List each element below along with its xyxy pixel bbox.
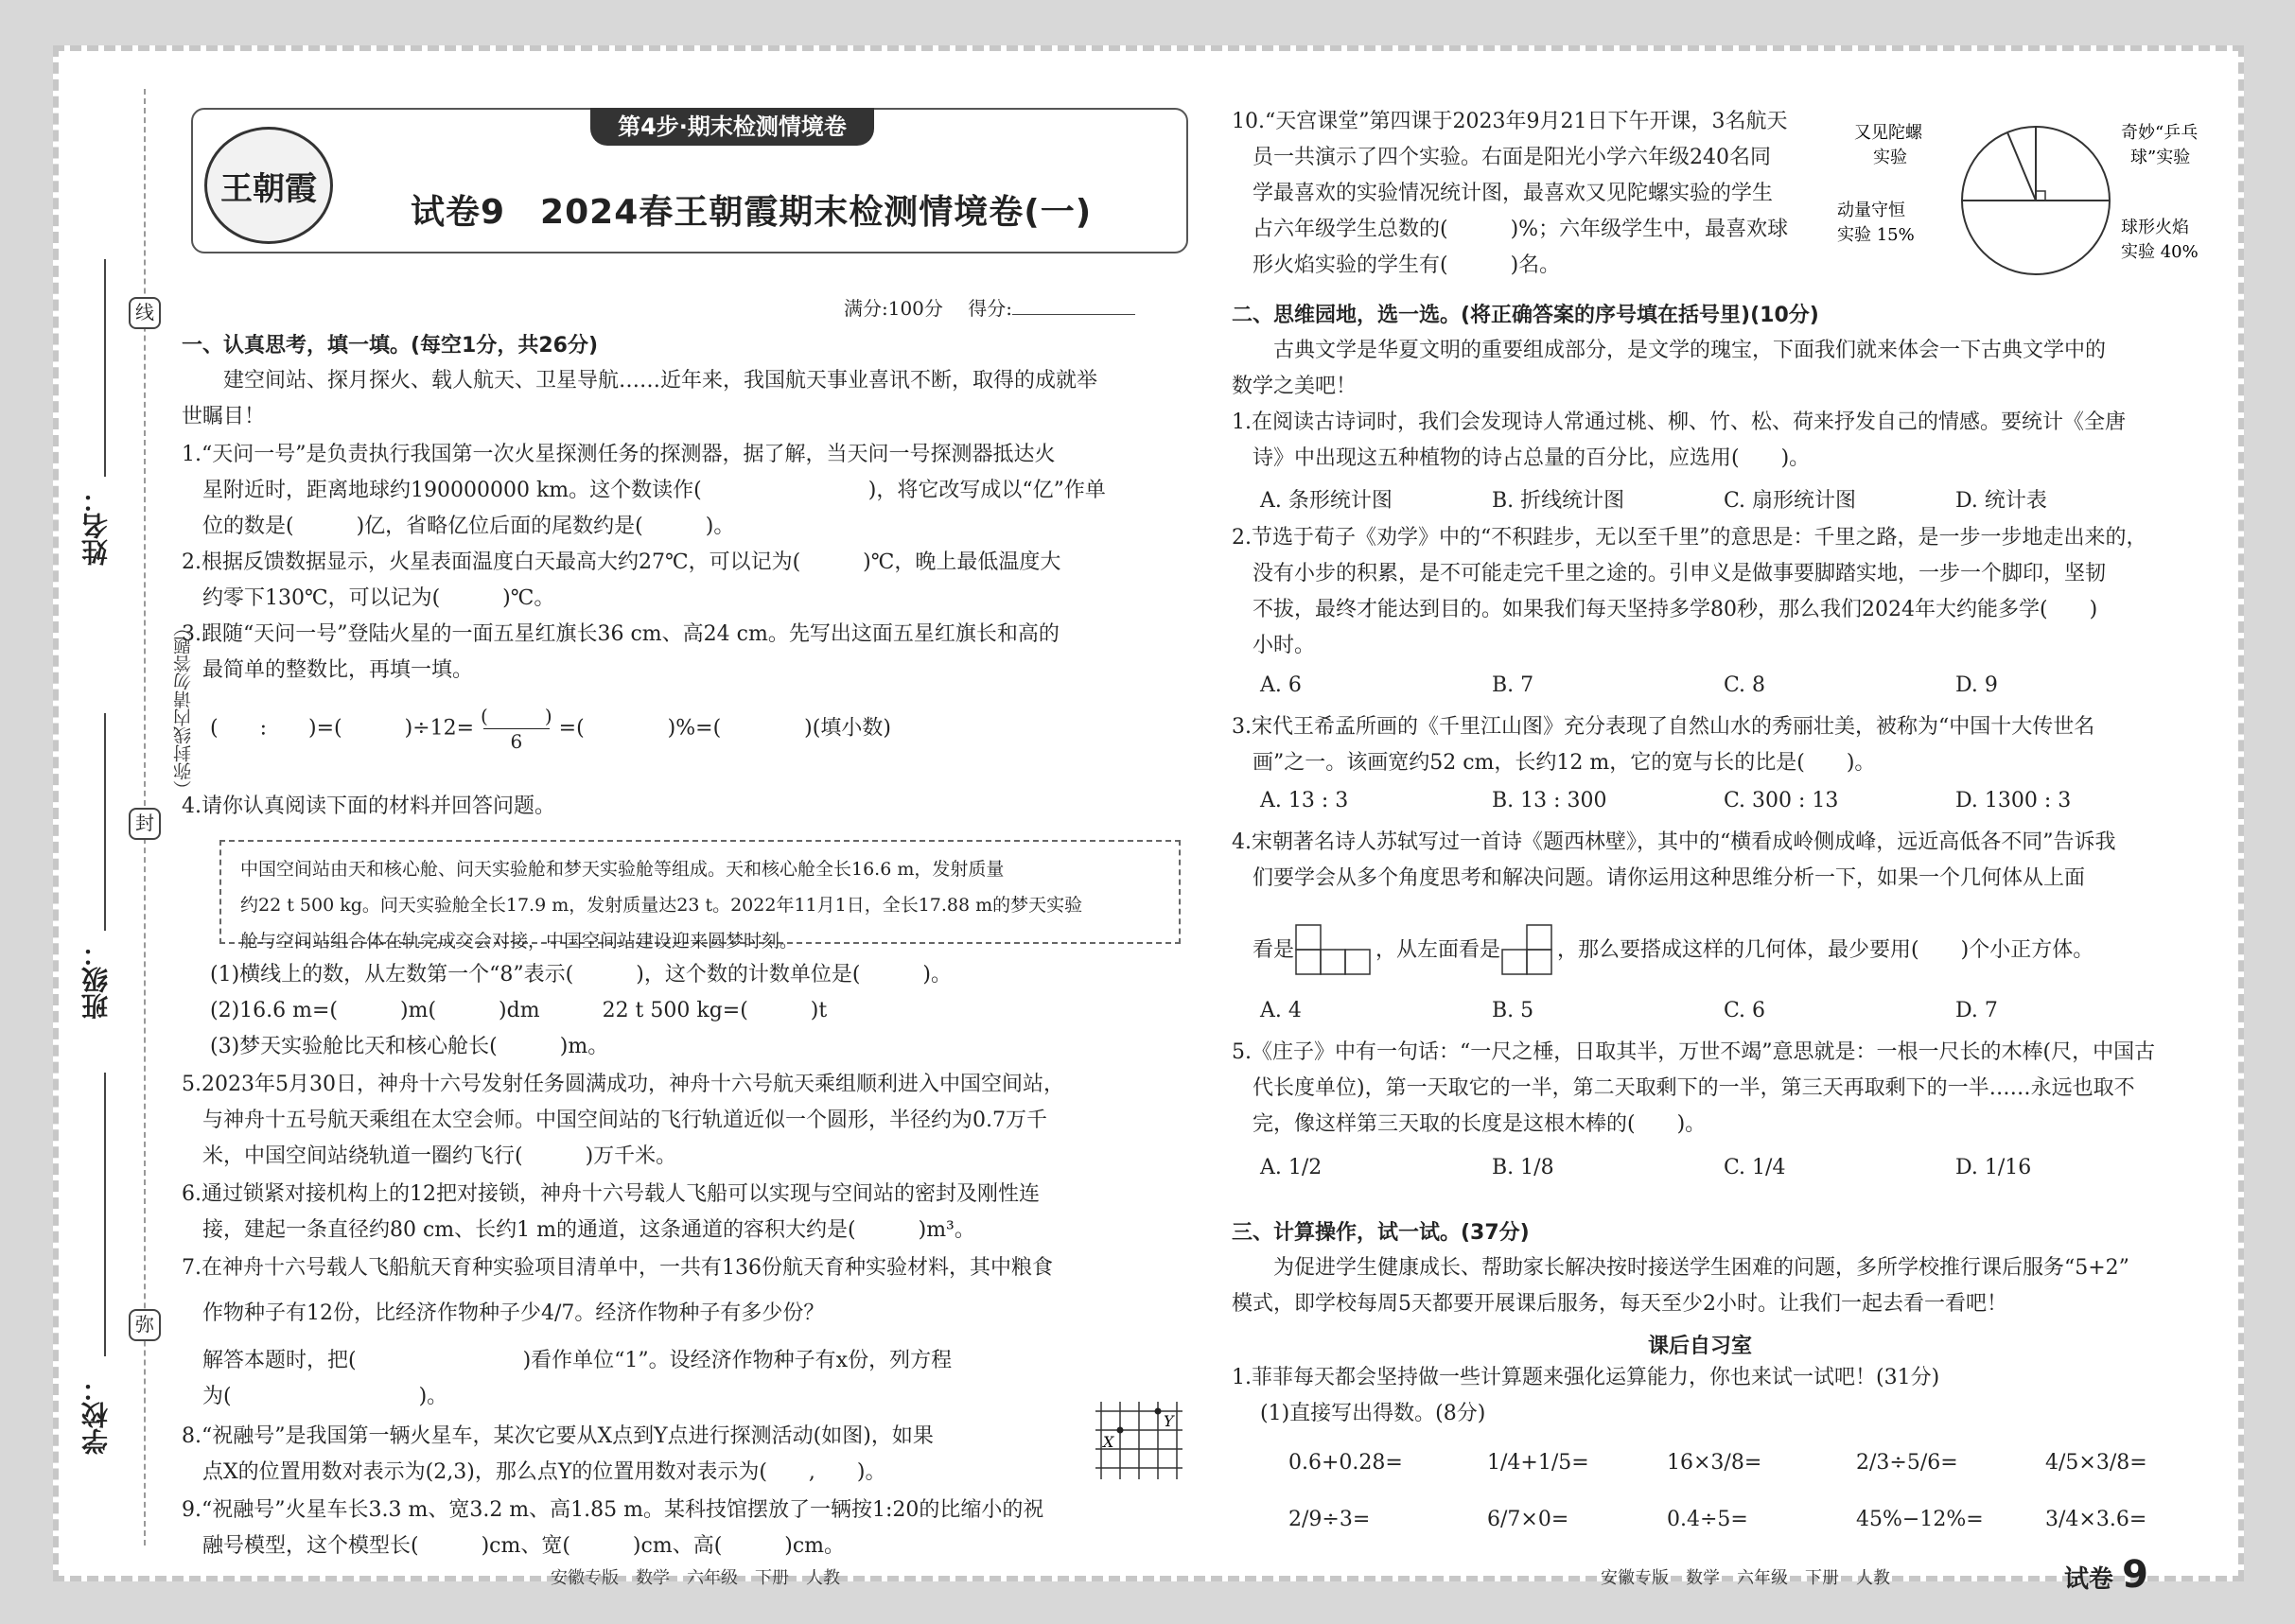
exam-sheet xyxy=(53,45,2244,1597)
q8-text: 点X的位置用数对表示为(2,3)，那么点Y的位置用数对表示为( , )。 xyxy=(182,1460,886,1484)
c3-options xyxy=(1260,789,2071,812)
pie-label-flame-1: 球形火焰 xyxy=(2121,218,2189,237)
q4-sub1: (1)横线上的数，从左数第一个“8”表示( )，这个数的计数单位是( )。 xyxy=(210,963,952,987)
option[interactable]: B. 折线统计图 xyxy=(1492,489,1625,513)
c2-text: 不拔，最终才能达到目的。如果我们每天坚持多学80秒，那么我们2024年大约能多学( ) xyxy=(1232,598,2098,621)
intro-line: 建空间站、探月探火、载人航天、卫星导航……近年来，我国航天事业喜讯不断，取得的成就举 xyxy=(182,369,1098,393)
q7-text: 解答本题时，把( )看作单位“1”。设经济作物种子有x份，列方程 xyxy=(182,1349,953,1372)
full-score: 满分:100分 xyxy=(844,297,943,320)
step-tab: 第4步·期末检测情境卷 xyxy=(590,108,874,146)
footer-right: 安徽专版 数学 六年级 下册 人教 xyxy=(1601,1568,1890,1588)
class-label: 班级： xyxy=(80,940,112,1020)
intro-line: 模式，即学校每周5天都要开展课后服务，每天至少2小时。让我们一起去看一看吧！ xyxy=(1232,1292,2007,1316)
c4-text: 4.宋朝著名诗人苏轼写过一首诗《题西林壁》，其中的“横看成岭侧成峰，远近高低各不同”告诉我 xyxy=(1232,830,2116,854)
pie-label-momentum-2: 实验 15% xyxy=(1837,225,1915,245)
q4-text: 4.请你认真阅读下面的材料并回答问题。 xyxy=(182,795,555,818)
calc-item: 0.6+0.28= xyxy=(1288,1451,1403,1475)
subsection-heading: 课后自习室 xyxy=(1648,1335,1753,1358)
option[interactable]: C. 扇形统计图 xyxy=(1724,489,1857,513)
page-num: 9 xyxy=(2122,1553,2148,1597)
q1-text: 1.“天问一号”是负责执行我国第一次火星探测任务的探测器，据了解，当天问一号探测器抵达火 xyxy=(182,443,1056,466)
q7-text: 作物种子有12份，比经济作物种子少4/7。经济作物种子有多少份？ xyxy=(182,1301,825,1325)
q9-text: 融号模型，这个模型长( )cm、宽( )cm、高( )cm。 xyxy=(182,1534,846,1558)
brand-logo: 王朝霞 xyxy=(204,127,333,244)
q10-text: 学最喜欢的实验情况统计图，最喜欢又见陀螺实验的学生 xyxy=(1232,182,1774,205)
option[interactable]: A. 条形统计图 xyxy=(1260,489,1393,513)
material-line: 中国空间站由天和核心舱、问天实验舱和梦天实验舱等组成。天和核心舱全长16.6 m，发射质量 xyxy=(240,859,1005,880)
point-x xyxy=(1117,1427,1124,1434)
c2-text: 小时。 xyxy=(1232,634,1316,657)
pie-label-gyro-1: 又见陀螺 xyxy=(1854,123,1922,143)
experiment-pie-chart xyxy=(1837,110,2216,299)
binding-margin xyxy=(59,51,194,1576)
option[interactable]: B. 7 xyxy=(1492,673,1534,697)
option[interactable]: D. 7 xyxy=(1955,999,1998,1022)
q8-grid-figure xyxy=(1092,1392,1184,1483)
calc-item: 4/5×3/8= xyxy=(2045,1451,2147,1475)
paper-title: 试卷9 2024春王朝霞期末检测情境卷(一) xyxy=(411,193,1093,232)
q3-frac-den: 6 xyxy=(483,728,550,754)
material-box xyxy=(219,840,1181,952)
section-1-title: 一、认真思考，填一填。(每空1分，共26分) xyxy=(182,334,599,358)
score-field[interactable] xyxy=(1012,314,1135,315)
c2-text: 没有小步的积累，是不可能走完千里之途的。引申义是做事要脚踏实地，一步一个脚印，坚韧 xyxy=(1232,562,2107,585)
option[interactable]: B. 5 xyxy=(1492,999,1534,1022)
school-label: 学校： xyxy=(80,1375,112,1455)
pie-label-pingpong-2: 球”实验 xyxy=(2130,148,2191,167)
pie-label-gyro-2: 实验 xyxy=(1873,148,1907,167)
option[interactable]: B. 13 : 300 xyxy=(1492,789,1607,812)
pie-label-flame-2: 实验 40% xyxy=(2121,242,2199,262)
q3-rest: =( )%=( )(填小数) xyxy=(558,716,891,741)
c2-options xyxy=(1260,673,1998,697)
q7-text: 7.在神舟十六号载人飞船航天育种实验项目清单中，一共有136份航天育种实验材料，其中粮食 xyxy=(182,1256,1053,1280)
pie-label-momentum-1: 动量守恒 xyxy=(1837,201,1905,220)
option[interactable]: A. 1/2 xyxy=(1260,1156,1323,1179)
q2-text: 约零下130℃，可以记为( )℃。 xyxy=(182,586,555,610)
c4-options xyxy=(1260,999,1998,1022)
q2-text: 2.根据反馈数据显示，火星表面温度白天最高大约27℃，可以记为( )℃，晚上最低温度大 xyxy=(182,550,1061,574)
calc-item: 45%−12%= xyxy=(1856,1508,1984,1531)
c5-text: 完，像这样第三天取的长度是这根木棒的( )。 xyxy=(1232,1112,1707,1136)
calc-item: 2/9÷3= xyxy=(1288,1508,1371,1531)
q6-text: 6.通过锁紧对接机构上的12把对接锁，神舟十六号载人飞船可以实现与空间站的密封及刚性连 xyxy=(182,1182,1040,1206)
calc-item: 3/4×3.6= xyxy=(2045,1508,2147,1531)
c2-text: 2.节选于荀子《劝学》中的“不积跬步，无以至千里”的意思是：千里之路，是一步一步地走出来的， xyxy=(1232,526,2147,550)
q5-text: 5.2023年5月30日，神舟十六号发射任务圆满成功，神舟十六号航天乘组顺利进入中国空间站， xyxy=(182,1073,1064,1096)
option[interactable]: A. 4 xyxy=(1260,999,1302,1022)
q8-text: 8.“祝融号”是我国第一辆火星车，某次它要从X点到Y点进行探测活动(如图)，如果 xyxy=(182,1424,934,1448)
option[interactable]: C. 8 xyxy=(1724,673,1766,697)
c1-text: 1.在阅读古诗词时，我们会发现诗人常通过桃、柳、竹、松、荷来抒发自己的情感。要统计《全唐 xyxy=(1232,410,2126,434)
option[interactable]: A. 6 xyxy=(1260,673,1302,697)
q4-sub3: (3)梦天实验舱比天和核心舱长( )m。 xyxy=(210,1035,609,1058)
c1-text: 诗》中出现这五种植物的诗占总量的百分比，应选用( )。 xyxy=(1232,446,1811,470)
c4-text: ，那么要搭成这样的几何体，最少要用( )个小正方体。 xyxy=(1557,938,2094,962)
option[interactable]: A. 13 : 3 xyxy=(1260,789,1349,812)
point-y-label: Y xyxy=(1164,1412,1174,1430)
intro-line: 为促进学生健康成长、帮助家长解决按时接送学生困难的问题，多所学校推行课后服务“5+2” xyxy=(1232,1256,2129,1280)
intro-line: 数学之美吧！ xyxy=(1232,375,1358,398)
score-line xyxy=(844,293,1135,321)
seal-mark-mi: 弥 xyxy=(129,1309,161,1341)
q10-text: 形火焰实验的学生有( )名。 xyxy=(1232,253,1561,277)
option[interactable]: C. 6 xyxy=(1724,999,1766,1022)
q5-text: 与神舟十五号航天乘组在太空会师。中国空间站的飞行轨道近似一个圆形，半径约为0.7万千 xyxy=(182,1109,1047,1132)
c4-text: 看是 xyxy=(1232,938,1295,962)
q10-text: 占六年级学生总数的( )%；六年级学生中，最喜欢球 xyxy=(1232,218,1789,241)
option[interactable]: D. 1300 : 3 xyxy=(1955,789,2072,812)
left-view-figure xyxy=(1500,923,1557,978)
q6-text: 接，建起一条直径约80 cm、长约1 m的通道，这条通道的容积大约是( )m³。 xyxy=(182,1218,975,1242)
material-line: 约22 t 500 kg。问天实验舱全长17.9 m，发射质量达23 t。2022年11月1日，全长17.88 m的梦天实验 xyxy=(240,895,1083,916)
school-field[interactable] xyxy=(104,1073,106,1356)
page-number xyxy=(2064,1553,2148,1597)
c3-text: 画”之一。该画宽约52 cm，长约12 m，它的宽与长的比是( )。 xyxy=(1232,751,1876,775)
calc-item: 1/4+1/5= xyxy=(1487,1451,1589,1475)
section-3-title: 三、计算操作，试一试。(37分) xyxy=(1232,1221,1530,1245)
option[interactable]: D. 统计表 xyxy=(1955,489,2047,513)
option[interactable]: D. 9 xyxy=(1955,673,1998,697)
calc-item: 6/7×0= xyxy=(1487,1508,1569,1531)
c4-text: ，从左面看是 xyxy=(1375,938,1501,962)
q3-text: 3.跟随“天问一号”登陆火星的一面五星红旗长36 cm、高24 cm。先写出这面五星红旗长和高的 xyxy=(182,622,1060,646)
seal-note: （弥封线内请勿答题） xyxy=(173,619,194,798)
footer-left: 安徽专版 数学 六年级 下册 人教 xyxy=(551,1568,840,1588)
score-label: 得分: xyxy=(968,297,1013,320)
q3-fill-line xyxy=(210,704,891,754)
option[interactable]: B. 1/8 xyxy=(1492,1156,1554,1179)
k1-1-text: (1)直接写出得数。(8分) xyxy=(1260,1402,1486,1425)
q10-text: 10.“天宫课堂”第四课于2023年9月21日下午开课，3名航天 xyxy=(1232,110,1788,133)
point-x-label: X xyxy=(1103,1433,1114,1451)
q10-text: 员一共演示了四个实验。右面是阳光小学六年级240名同 xyxy=(1232,146,1771,169)
material-line: 舱与空间站组合体在轨完成交会对接，中国空间站建设迎来圆梦时刻。 xyxy=(240,931,798,952)
q3-text: 最简单的整数比，再填一填。 xyxy=(182,658,474,682)
calc-item: 2/3÷5/6= xyxy=(1856,1451,1958,1475)
c5-options xyxy=(1260,1156,2031,1179)
name-field[interactable] xyxy=(104,259,106,477)
c3-text: 3.宋代王希孟所画的《千里江山图》充分表现了自然山水的秀丽壮美，被称为“中国十大传世名 xyxy=(1232,715,2095,739)
calc-item: 0.4÷5= xyxy=(1667,1508,1748,1531)
calc-item: 16×3/8= xyxy=(1667,1451,1762,1475)
c1-options xyxy=(1260,484,2047,514)
option[interactable]: D. 1/16 xyxy=(1955,1156,2032,1179)
seal-mark-xian: 线 xyxy=(129,297,161,329)
page-label: 试卷 xyxy=(2064,1565,2114,1594)
q1-text: 位的数是( )亿，省略亿位后面的尾数约是( )。 xyxy=(182,515,735,538)
c5-text: 5.《庄子》中有一句话：“一尺之棰，日取其半，万世不竭”意思就是：一根一尺长的木棒(尺，中国古 xyxy=(1232,1040,2156,1064)
q9-text: 9.“祝融号”火星车长3.3 m、宽3.2 m、高1.85 m。某科技馆摆放了一辆按1:20的比缩小的祝 xyxy=(182,1498,1044,1522)
option[interactable]: C. 1/4 xyxy=(1724,1156,1786,1179)
k1-text: 1.菲菲每天都会坚持做一些计算题来强化运算能力，你也来试一试吧！(31分) xyxy=(1232,1366,1940,1389)
q7-text: 为( )。 xyxy=(182,1385,448,1408)
seal-mark-feng: 封 xyxy=(129,808,161,840)
c4-views-line xyxy=(1232,923,2094,978)
q1-text: 星附近时，距离地球约190000000 km。这个数读作( )，将它改写成以“亿”作单 xyxy=(182,479,1106,502)
point-y xyxy=(1155,1408,1162,1415)
paper-header xyxy=(191,108,1188,253)
c4-text: 们要学会从多个角度思考和解决问题。请你运用这种思维分析一下，如果一个几何体从上面 xyxy=(1232,866,2086,890)
option[interactable]: C. 300 : 13 xyxy=(1724,789,1839,812)
intro-line: 古典文学是华夏文明的重要组成部分，是文学的瑰宝，下面我们就来体会一下古典文学中的 xyxy=(1232,339,2107,362)
q3-ratio: ( : )=( )÷12= xyxy=(210,716,475,741)
intro-line: 世瞩目！ xyxy=(182,405,266,428)
q3-fraction: ( ) 6 xyxy=(481,705,552,753)
class-field[interactable] xyxy=(104,713,106,931)
top-view-figure xyxy=(1294,923,1375,978)
c5-text: 代长度单位)，第一天取它的一半，第二天取剩下的一半，第三天再取剩下的一半……永远也取不 xyxy=(1232,1076,2135,1100)
q5-text: 米，中国空间站绕轨道一圈约飞行( )万千米。 xyxy=(182,1144,677,1168)
q4-sub2: (2)16.6 m=( )m( )dm 22 t 500 kg=( )t xyxy=(210,999,828,1022)
name-label: 姓名： xyxy=(80,486,112,566)
section-2-title: 二、思维园地，选一选。(将正确答案的序号填在括号里)(10分) xyxy=(1232,304,1819,327)
pie-label-pingpong-1: 奇妙“乒乓 xyxy=(2121,123,2199,143)
